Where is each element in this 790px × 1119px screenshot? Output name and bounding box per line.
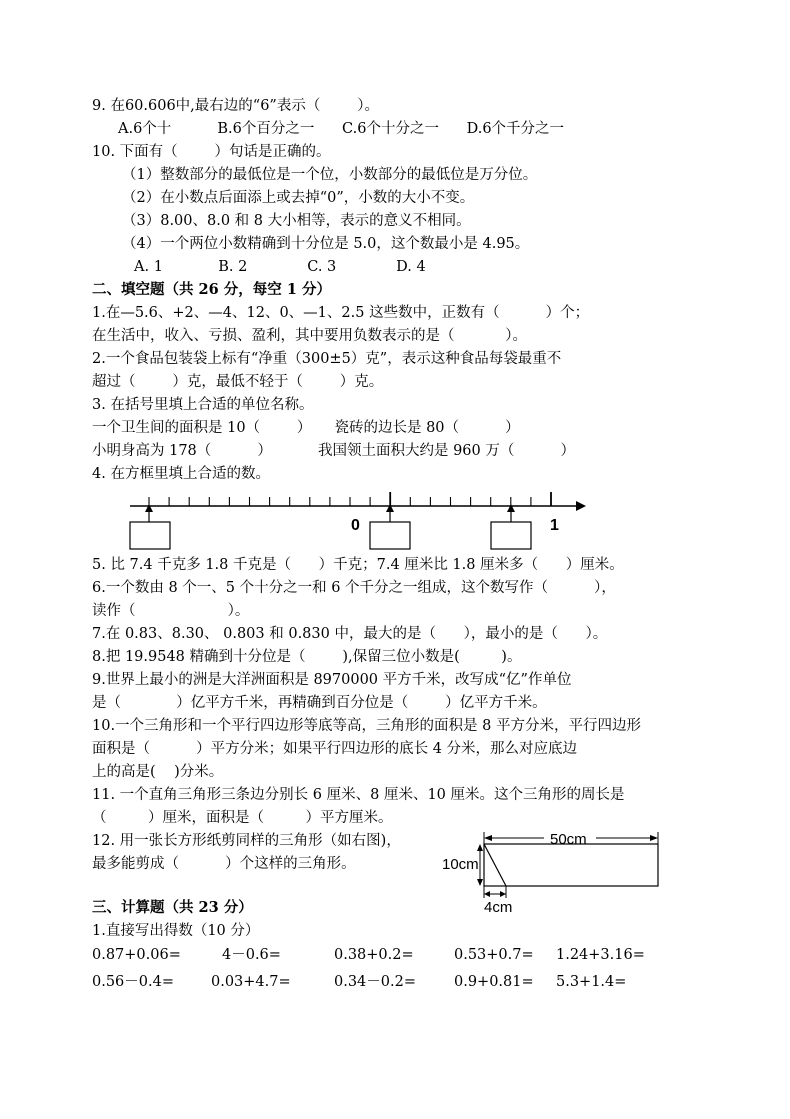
fill-1a: 1.在—5.6、+2、—4、12、0、—1、2.5 这些数中，正数有（ ）个； bbox=[92, 305, 590, 321]
fill-6b: 读作（ ）。 bbox=[92, 603, 250, 619]
q10: 10. 下面有（ ）句话是正确的。 bbox=[92, 144, 331, 160]
calc-item: 0.87+0.06= bbox=[92, 947, 181, 963]
triangle-cut-line bbox=[484, 844, 506, 886]
fill-10b: 面积是（ ）平方分米；如果平行四边形的底长 4 分米，那么对应底边 bbox=[92, 741, 578, 757]
q9: 9. 在60.606中,最右边的“6”表示（ ）。 bbox=[92, 98, 379, 114]
calc-item: 1.24+3.16= bbox=[556, 947, 645, 963]
q10-statement-4: （4）一个两位小数精确到十分位是 5.0，这个数最小是 4.95。 bbox=[122, 236, 530, 252]
fill-11b: （ ）厘米，面积是（ ）平方厘米。 bbox=[92, 810, 393, 826]
zero-label: 0 bbox=[351, 517, 360, 534]
fill-3b: 小明身高为 178（ ） 我国领土面积大约是 960 万（ ） bbox=[92, 443, 575, 459]
calc-item: 4－0.6= bbox=[222, 947, 281, 963]
rect-left-label: 10cm bbox=[442, 856, 479, 873]
fill-9a: 9.世界上最小的洲是大洋洲面积是 8970000 平方千米，改写成“亿”作单位 bbox=[92, 672, 572, 688]
rect-top-label: 50cm bbox=[550, 831, 587, 848]
calc-item: 0.9+0.81= bbox=[454, 974, 534, 990]
calc-1-heading: 1.直接写出得数（10 分） bbox=[92, 923, 260, 939]
fill-10a: 10.一个三角形和一个平行四边形等底等高，三角形的面积是 8 平方分米，平行四边形 bbox=[92, 718, 642, 734]
fill-5: 5. 比 7.4 千克多 1.8 千克是（ ）千克；7.4 厘米比 1.8 厘米多（ ）厘米。 bbox=[92, 557, 624, 573]
answer-box-right[interactable] bbox=[491, 504, 531, 549]
number-line-ticks bbox=[149, 492, 551, 506]
calc-item: 0.38+0.2= bbox=[334, 947, 414, 963]
fill-1b: 在生活中，收入、亏损、盈利，其中要用负数表示的是（ ）。 bbox=[92, 328, 527, 344]
fill-4: 4. 在方框里填上合适的数。 bbox=[92, 466, 270, 482]
fill-7: 7.在 0.83、8.30、 0.803 和 0.830 中，最大的是（ ），最小的是（ ）。 bbox=[92, 626, 608, 642]
rect-bottom-label: 4cm bbox=[484, 899, 513, 916]
fill-10c: 上的高是( )分米。 bbox=[92, 764, 224, 780]
section-2-heading: 二、填空题（共 26 分，每空 1 分） bbox=[92, 281, 331, 298]
q9-options: A.6个十 B.6个百分之一 C.6个十分之一 D.6个千分之一 bbox=[118, 121, 565, 137]
answer-box-middle[interactable] bbox=[370, 504, 410, 549]
fill-2a: 2.一个食品包装袋上标有“净重（300±5）克”，表示这种食品每袋最重不 bbox=[92, 351, 562, 367]
fill-3a: 一个卫生间的面积是 10（ ） 瓷砖的边长是 80（ ） bbox=[92, 420, 520, 436]
fill-12a: 12. 用一张长方形纸剪同样的三角形（如右图)， bbox=[92, 833, 401, 849]
one-label: 1 bbox=[550, 517, 559, 534]
fill-12b: 最多能剪成（ ）个这样的三角形。 bbox=[92, 856, 356, 872]
q10-options: A. 1 B. 2 C. 3 D. 4 bbox=[134, 259, 426, 275]
fill-6a: 6.一个数由 8 个一、5 个十分之一和 6 个千分之一组成，这个数写作（ ）， bbox=[92, 580, 616, 596]
q10-statement-2: （2）在小数点后面添上或去掉“0”，小数的大小不变。 bbox=[122, 190, 475, 206]
calc-item: 0.03+4.7= bbox=[211, 974, 291, 990]
section-3-heading: 三、计算题（共 23 分） bbox=[92, 899, 253, 916]
fill-11a: 11. 一个直角三角形三条边分别长 6 厘米、8 厘米、10 厘米。这个三角形的周长是 bbox=[92, 787, 625, 803]
rectangle-figure bbox=[438, 826, 678, 916]
number-line-arrowhead bbox=[576, 501, 586, 511]
fill-9b: 是（ ）亿平方千米，再精确到百分位是（ ）亿平方千米。 bbox=[92, 695, 547, 711]
number-line-figure bbox=[120, 486, 590, 556]
calc-item: 5.3+1.4= bbox=[556, 974, 627, 990]
calc-item: 0.34－0.2= bbox=[334, 974, 416, 990]
calc-item: 0.56－0.4= bbox=[92, 974, 174, 990]
fill-3: 3. 在括号里填上合适的单位名称。 bbox=[92, 397, 314, 413]
fill-8: 8.把 19.9548 精确到十分位是（ ),保留三位小数是( )。 bbox=[92, 649, 522, 665]
q10-statement-3: （3）8.00、8.0 和 8 大小相等，表示的意义不相同。 bbox=[122, 213, 471, 229]
calc-item: 0.53+0.7= bbox=[454, 947, 534, 963]
q10-statement-1: （1）整数部分的最低位是一个位，小数部分的最低位是万分位。 bbox=[122, 167, 538, 183]
fill-2b: 超过（ ）克，最低不轻于（ ）克。 bbox=[92, 374, 384, 390]
paper-rectangle bbox=[484, 844, 658, 886]
answer-box-left[interactable] bbox=[130, 504, 170, 549]
